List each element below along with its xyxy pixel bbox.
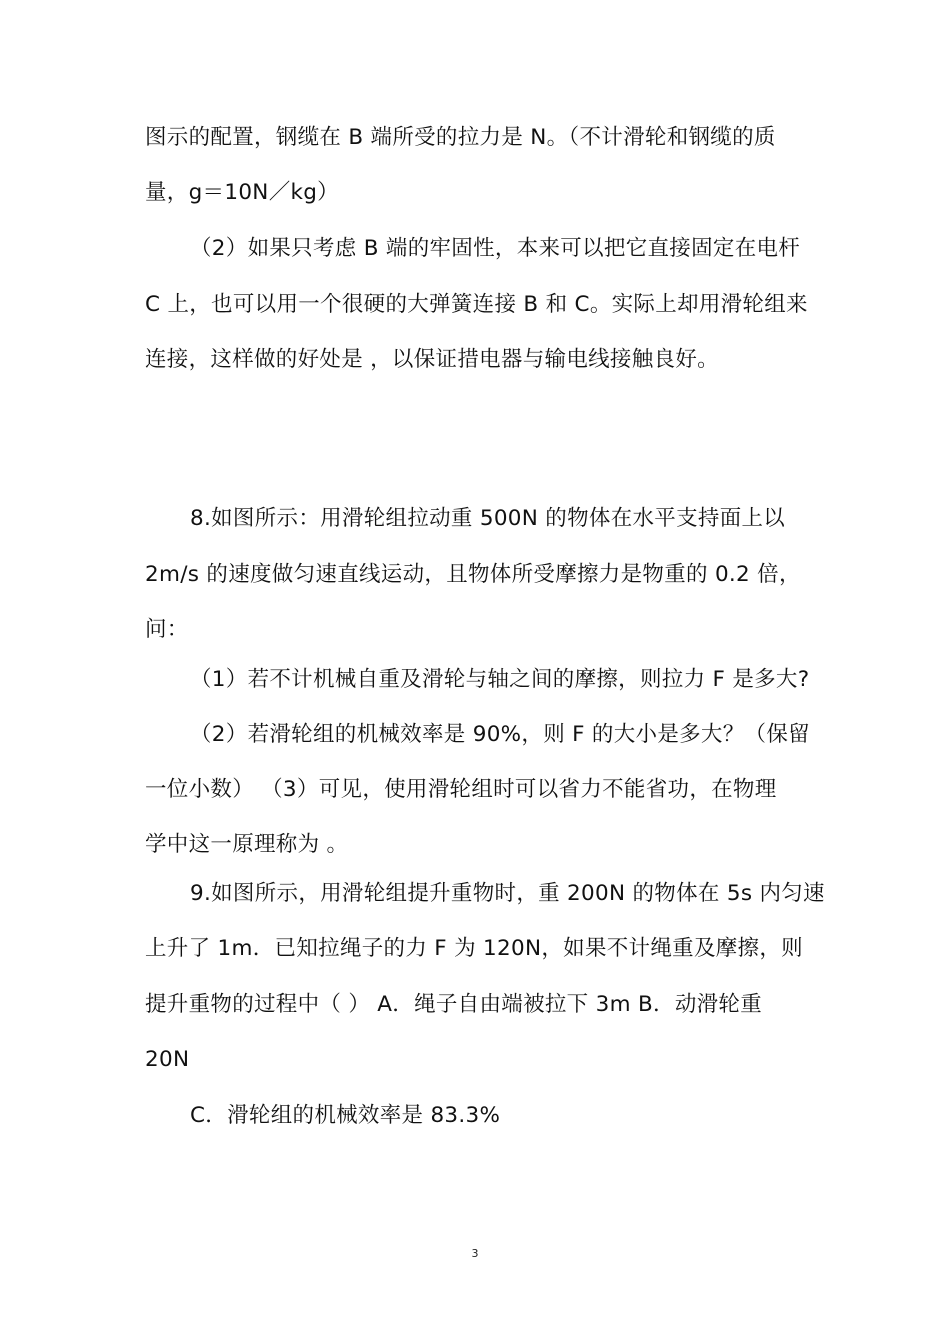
text-line: 一位小数） （3）可见，使用滑轮组时可以省力不能省功，在物理 [145, 777, 777, 802]
text-line: 问： [145, 617, 189, 642]
page-number: 3 [471, 1247, 479, 1260]
question-9-line: 9.如图所示，用滑轮组提升重物时，重 200N 的物体在 5s 内匀速 [190, 881, 825, 906]
option-c-line: C．滑轮组的机械效率是 83.3% [190, 1103, 501, 1128]
text-line: 图示的配置，钢缆在 B 端所受的拉力是 N。（不计滑轮和钢缆的质 [145, 125, 776, 150]
text-line: 学中这一原理称为 。 [145, 832, 349, 857]
text-line: 连接，这样做的好处是 ，以保证措电器与输电线接触良好。 [145, 347, 719, 372]
text-line: 上升了 1m．已知拉绳子的力 F 为 120N，如果不计绳重及摩擦，则 [145, 936, 803, 961]
text-line: 量，g＝10N／kg） [145, 180, 339, 205]
text-line: 2m/s 的速度做匀速直线运动，且物体所受摩擦力是物重的 0.2 倍， [145, 562, 801, 587]
text-line: （2）若滑轮组的机械效率是 90%，则 F 的大小是多大？（保留 [190, 722, 810, 747]
text-line: （1）若不计机械自重及滑轮与轴之间的摩擦，则拉力 F 是多大? [190, 667, 810, 692]
text-line: 提升重物的过程中（ ） A．绳子自由端被拉下 3m B．动滑轮重 [145, 992, 763, 1017]
text-line: C 上，也可以用一个很硬的大弹簧连接 B 和 C。实际上却用滑轮组来 [145, 292, 808, 317]
question-8-line: 8.如图所示：用滑轮组拉动重 500N 的物体在水平支持面上以 [190, 506, 786, 531]
text-line: （2）如果只考虑 B 端的牢固性，本来可以把它直接固定在电杆 [190, 236, 801, 261]
text-line: 20N [145, 1047, 190, 1072]
